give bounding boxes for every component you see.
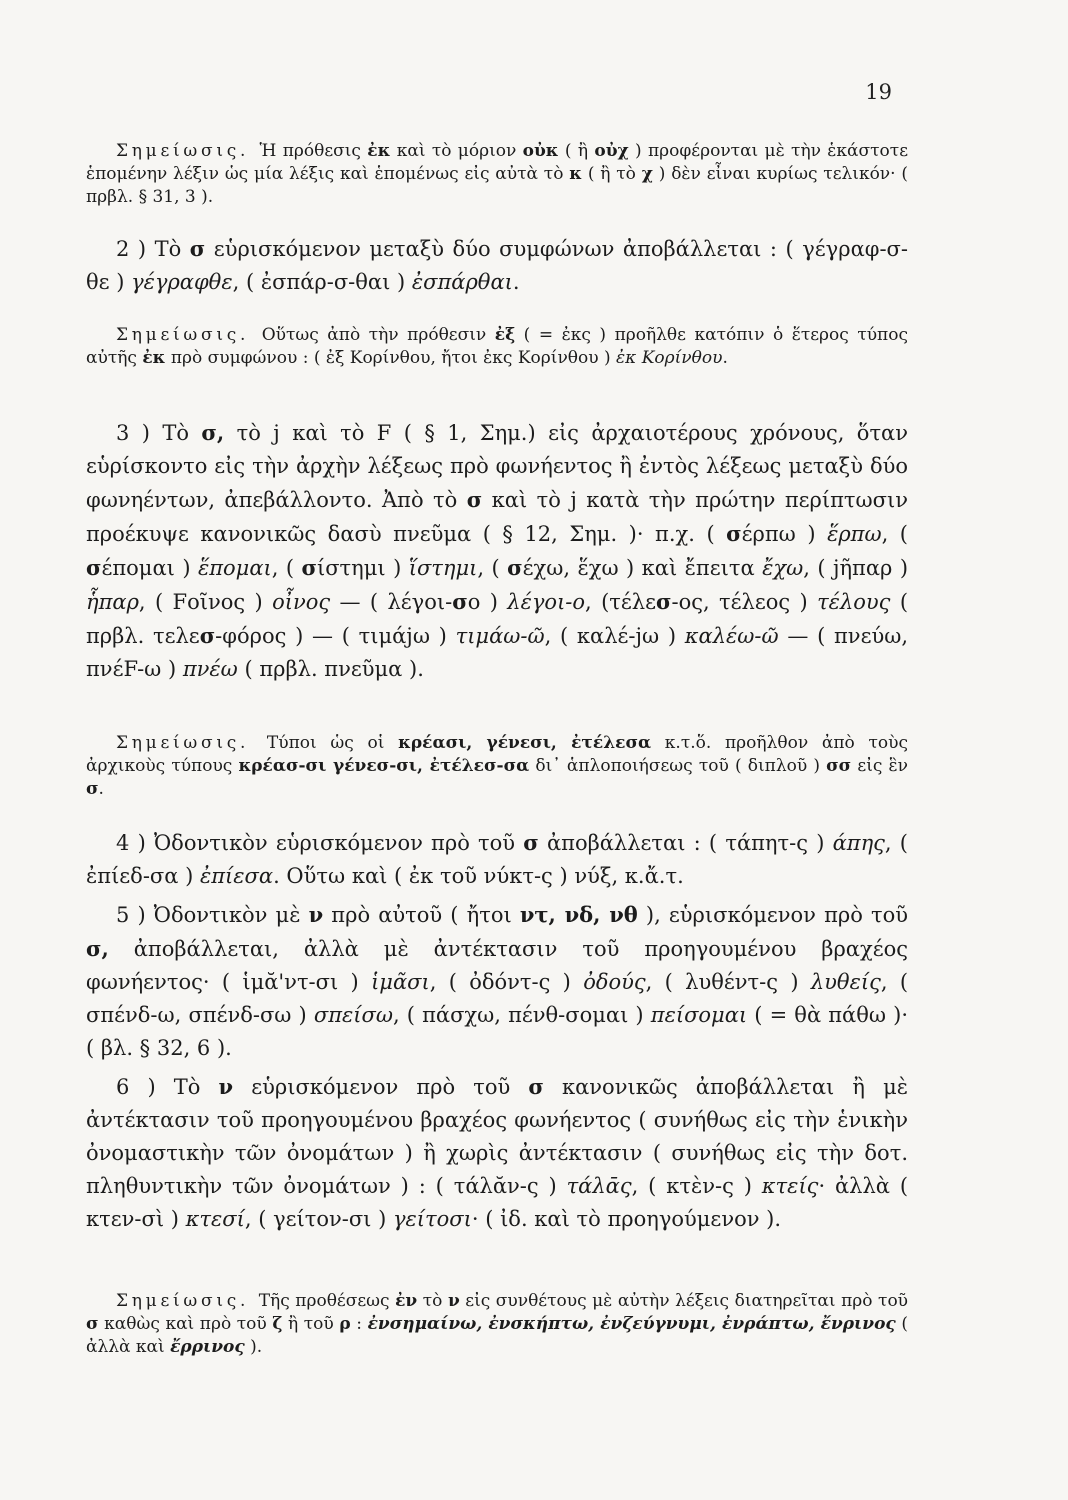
rule-6: 6 ) Τὸ ν εὑρισκόμενον πρὸ τοῦ σ κανονικῶς ἀποβάλλεται ἢ μὲ ἀντέκτασιν τοῦ προηγουμένου βραχέος φωνήεντος ( συνήθως εἰς τὴν ἑνικὴν ὀνομαστικὴν τῶν ὀνομάτων ) ἢ χωρὶς ἀντέκτασιν ( συνήθως εἰς τὴν δοτ. πληθυντικὴν τῶν ὀνομάτων ) : ( τάλᾰν-ς ) τάλᾱς, ( κτὲν-ς ) κτείς· ἀλλὰ ( κτεν-σὶ ) κτεσί, ( γείτον-σι ) γείτοσι· ( ἰδ. καὶ τὸ προηγούμενον ). (86, 1074, 909, 1231)
rule-4: 4 ) Ὀδοντικὸν εὑρισκόμενον πρὸ τοῦ σ ἀποβάλλεται : ( τάπητ-ς ) άπης, ( ἐπίεδ-σα ) ἐπίεσα. Οὕτω καὶ ( ἐκ τοῦ νύκτ-ς ) νύξ, κ.ἄ.τ. (86, 830, 908, 888)
note-1: Σημείωσις. Ἡ πρόθεσις ἐκ καὶ τὸ μόριον οὐκ ( ἢ οὐχ ) προφέρονται μὲ τὴν ἑκάστοτε ἑπομένην λέξιν ὡς μία λέξις καὶ ἑπομένως εἰς αὐτὰ τὸ κ ( ἢ τὸ χ ) δὲν εἶναι κυρίως τελικόν· ( πρβλ. § 31, 3 ). (86, 141, 908, 207)
rule-2: 2 ) Τὸ σ εὑρισκόμενον μεταξὺ δύο συμφώνων ἀποβάλλεται : ( γέγραφ-σ-θε ) γέγραφθε, ( ἐσπάρ-σ-θαι ) ἐσπάρθαι. (86, 236, 908, 294)
note-2: Σημείωσις. Οὕτως ἀπὸ τὴν πρόθεσιν ἐξ ( = ἐκς ) προῆλθε κατόπιν ὁ ἕτερος τύπος αὐτῆς ἐκ πρὸ συμφώνου : ( ἐξ Κορίνθου, ἤτοι ἐκς Κορίνθου ) ἐκ Κορίνθου. (86, 325, 908, 368)
page-number: 19 (865, 80, 892, 104)
note-4: Σημείωσις. Τῆς προθέσεως ἐν τὸ ν εἰς συνθέτους μὲ αὐτὴν λέξεις διατηρεῖται πρὸ τοῦ σ καθὼς καὶ πρὸ τοῦ ζ ἢ τοῦ ρ : ἐνσημαίνω, ἐνσκήπτω, ἐνζεύγνυμι, ἐνράπτω, ἔνρινος ( ἀλλὰ καὶ ἔρρινος ). (86, 1291, 909, 1357)
rule-3: 3 ) Τὸ σ, τὸ j καὶ τὸ F ( § 1, Σημ.) εἰς ἀρχαιοτέρους χρόνους, ὅταν εὑρίσκοντο εἰς τὴν ἀρχὴν λέξεως πρὸ φωνήεντος ἢ ἐντὸς λέξεως μεταξὺ δύο φωνηέντων, ἀπεβάλλοντο. Ἀπὸ τὸ σ καὶ τὸ j κατὰ τὴν πρώτην περίπτωσιν προέκυψε κανονικῶς δασὺ πνεῦμα ( § 12, Σημ. )· π.χ. ( σέρπω ) ἕρπω, ( σέπομαι ) ἕπομαι, ( σίστημι ) ἵστημι, ( σέχω, ἕχω ) καὶ ἔπειτα ἔχω, ( jῆπαρ ) ἧπαρ, ( Fοῖνος ) οἶνος — ( λέγοι-σο ) λέγοι-ο, (τέλεσ-ος, τέλεος ) τέλους ( πρβλ. τελεσ-φόρος ) — ( τιμάjω ) τιμάω-ῶ, ( καλέ-jω ) καλέω-ῶ — ( πνεύω, πνέF-ω ) πνέω ( πρβλ. πνεῦμα ). (86, 420, 909, 681)
rule-5: 5 ) Ὀδοντικὸν μὲ ν πρὸ αὐτοῦ ( ἤτοι ντ, νδ, νθ ), εὑρισκόμενον πρὸ τοῦ σ, ἀποβάλλεται, ἀλλὰ μὲ ἀντέκτασιν τοῦ προηγουμένου βραχέος φωνήεντος· ( ἱμᾰ'ντ-σι ) ἱμᾶσι, ( ὀδόντ-ς ) ὀδούς, ( λυθέντ-ς ) λυθείς, ( σπένδ-ω, σπένδ-σω ) σπείσω, ( πάσχω, πένθ-σομαι ) πείσομαι ( = θὰ πάθω )· ( βλ. § 32, 6 ). (86, 902, 909, 1060)
note-3: Σημείωσις. Τύποι ὡς οἱ κρέασι, γένεσι, ἐτέλεσα κ.τ.ὅ. προῆλθον ἀπὸ τοὺς ἀρχικοὺς τύπους κρέασ-σι γένεσ-σι, ἐτέλεσ-σα δι᾽ ἁπλοποιήσεως τοῦ ( διπλοῦ ) σσ εἰς ἓν σ. (86, 733, 908, 799)
note-label: Σημείωσις. (116, 141, 250, 161)
